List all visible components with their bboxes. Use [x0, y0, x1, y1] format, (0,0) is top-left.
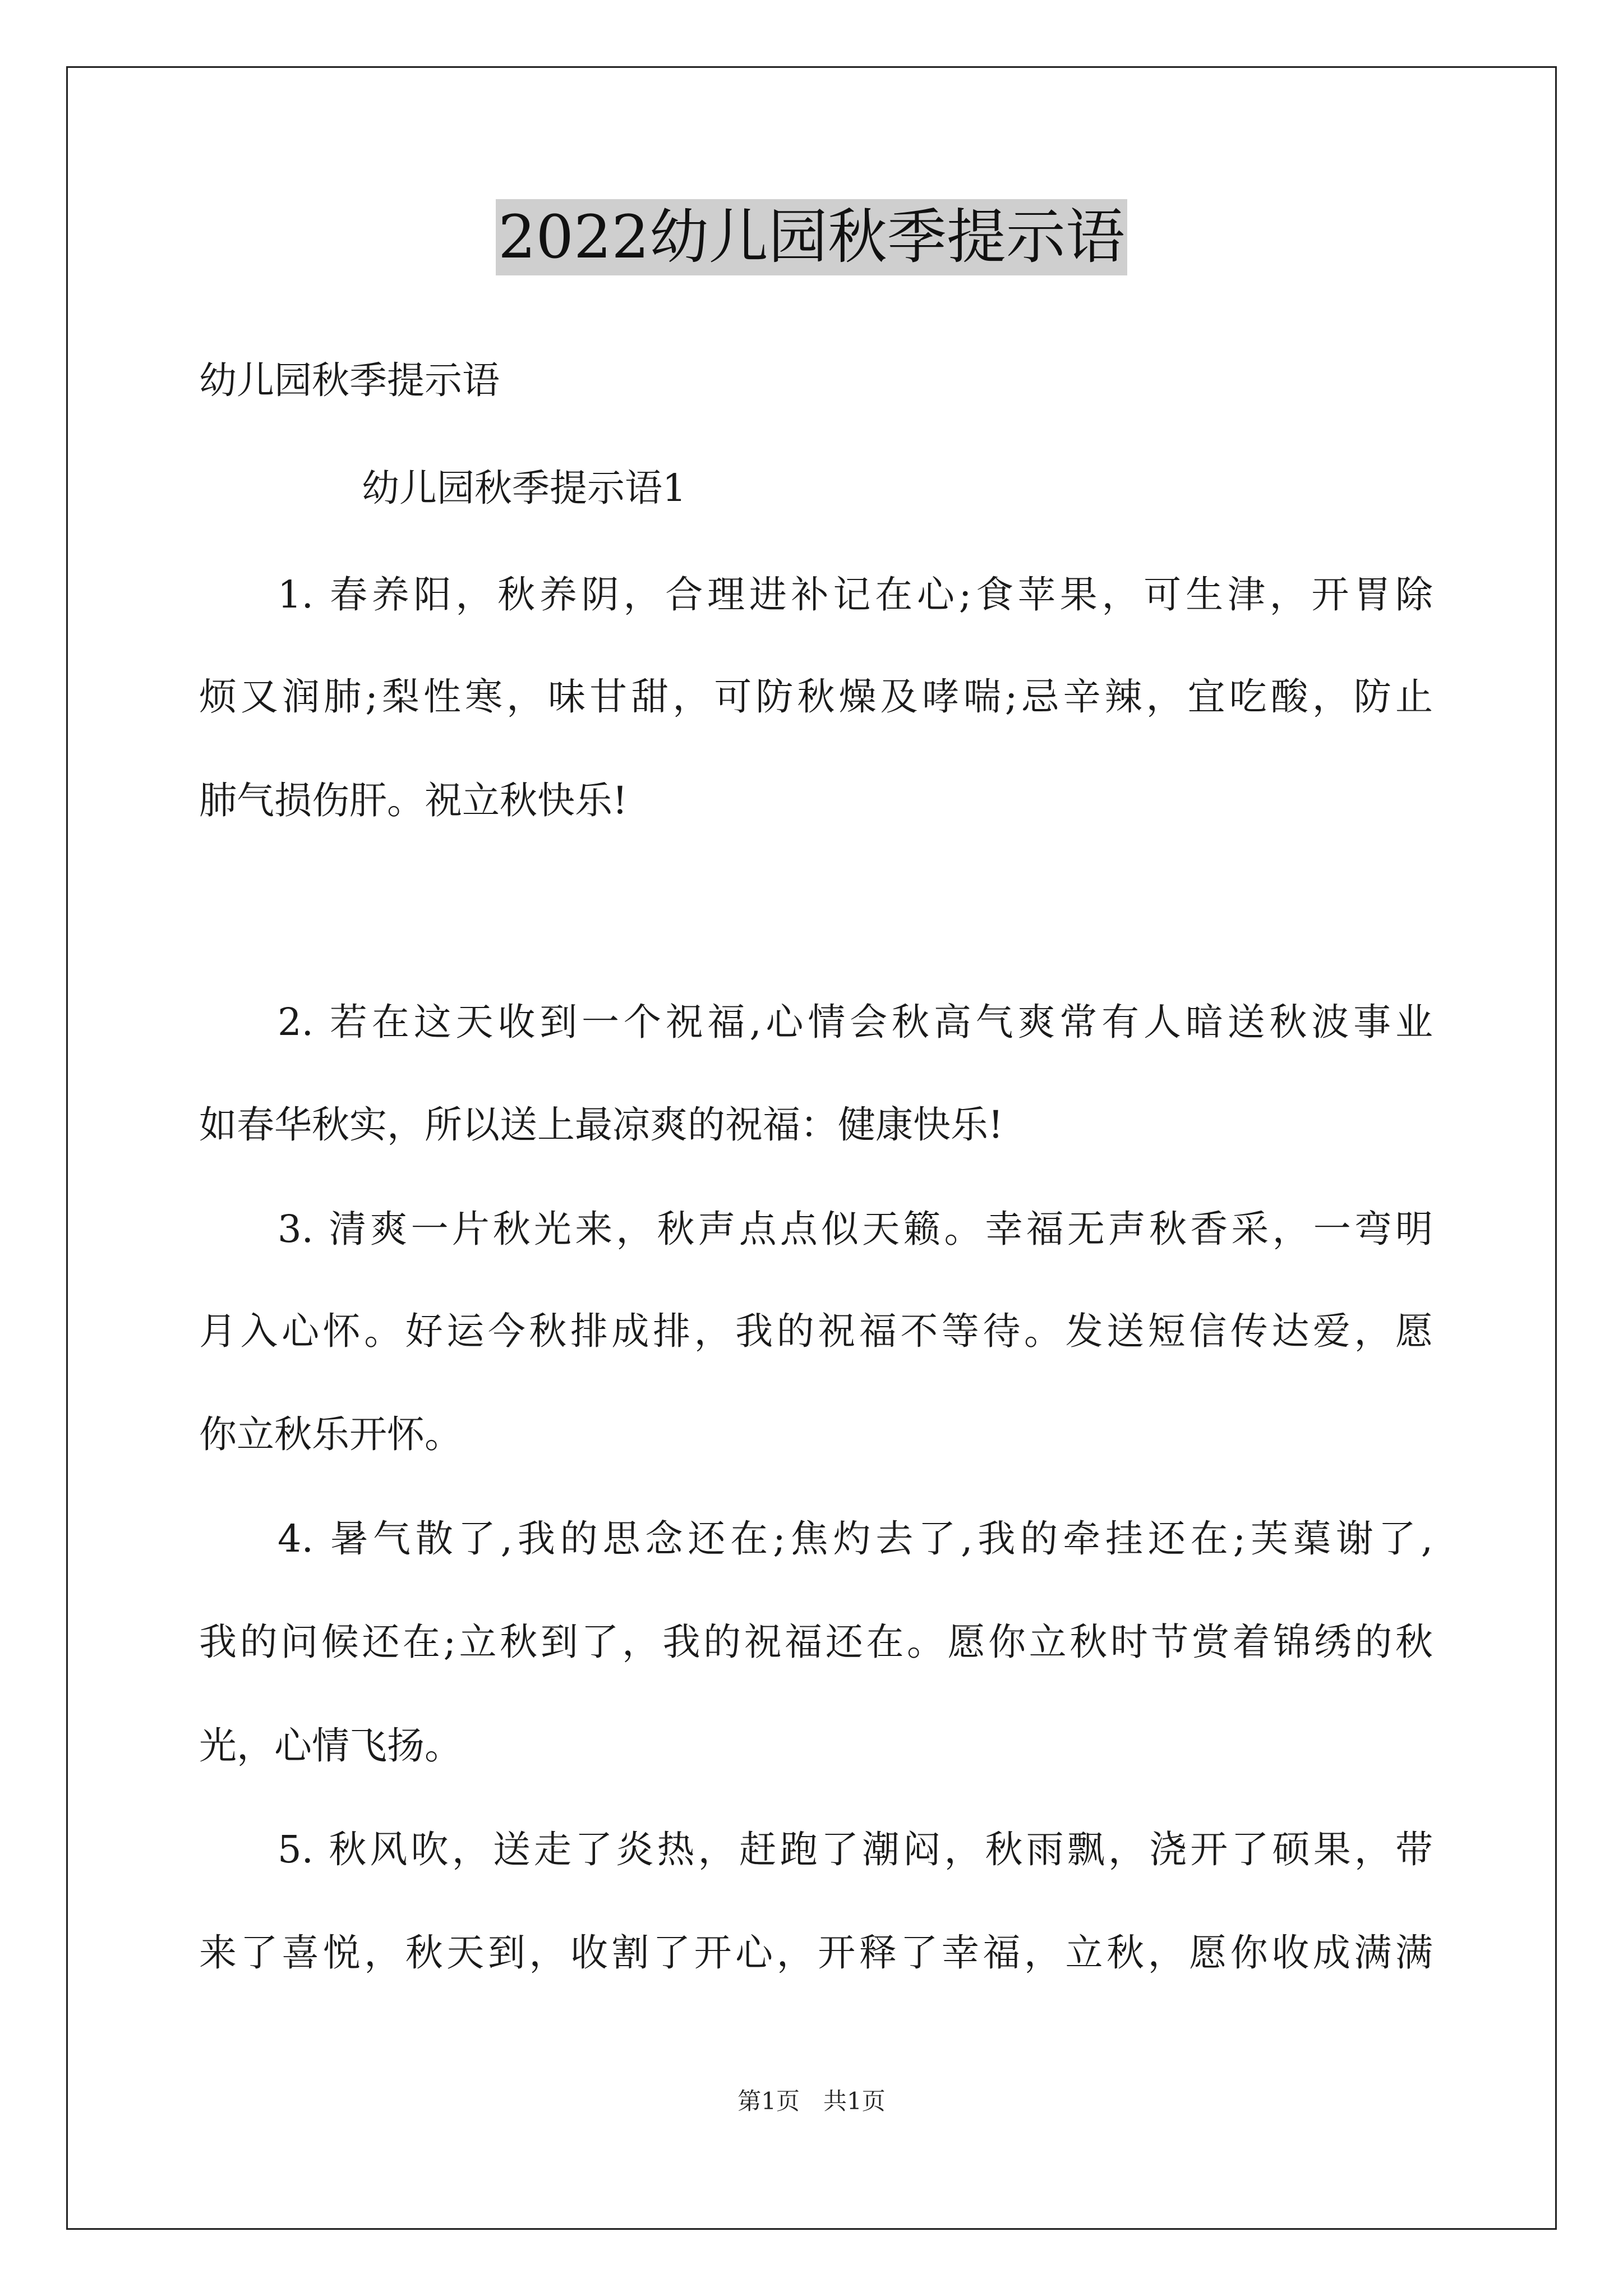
page-footer: 第1页 共1页 [737, 2087, 886, 2115]
paragraph-line: 如春华秋实，所以送上最凉爽的祝福：健康快乐! [199, 1103, 1003, 1147]
subtitle: 幼儿园秋季提示语 [199, 358, 500, 402]
paragraph-line: 4. 暑气散了,我的思念还在;焦灼去了,我的牵挂还在;芙蕖谢了, [278, 1517, 1433, 1561]
paragraph-line: 5. 秋风吹，送走了炎热，赶跑了潮闷，秋雨飘，浇开了硕果，带 [278, 1828, 1433, 1871]
paragraph-line: 我的问候还在;立秋到了，我的祝福还在。愿你立秋时节赏着锦绣的秋 [199, 1620, 1433, 1664]
paragraph-line: 3. 清爽一片秋光来，秋声点点似天籁。幸福无声秋香采，一弯明 [278, 1207, 1433, 1251]
paragraph-line: 来了喜悦，秋天到，收割了开心，开释了幸福，立秋，愿你收成满满 [199, 1931, 1433, 1975]
document-title: 2022幼儿园秋季提示语 [496, 199, 1127, 275]
paragraph-line: 肺气损伤肝。祝立秋快乐! [199, 779, 628, 822]
paragraph-line: 1. 春养阳，秋养阴，合理进补记在心;食苹果，可生津，开胃除 [278, 573, 1433, 616]
paragraph-line: 月入心怀。好运今秋排成排，我的祝福不等待。发送短信传达爱，愿 [199, 1309, 1433, 1353]
paragraph-line: 2. 若在这天收到一个祝福,心情会秋高气爽常有人暗送秋波事业 [278, 1000, 1433, 1044]
paragraph-line: 光，心情飞扬。 [199, 1724, 462, 1768]
paragraph-line: 你立秋乐开怀。 [199, 1412, 462, 1456]
title-container [0, 199, 1623, 275]
paragraph-line: 烦又润肺;梨性寒，味甘甜，可防秋燥及哮喘;忌辛辣，宜吃酸，防止 [199, 675, 1433, 719]
section-heading: 幼儿园秋季提示语1 [362, 466, 686, 510]
